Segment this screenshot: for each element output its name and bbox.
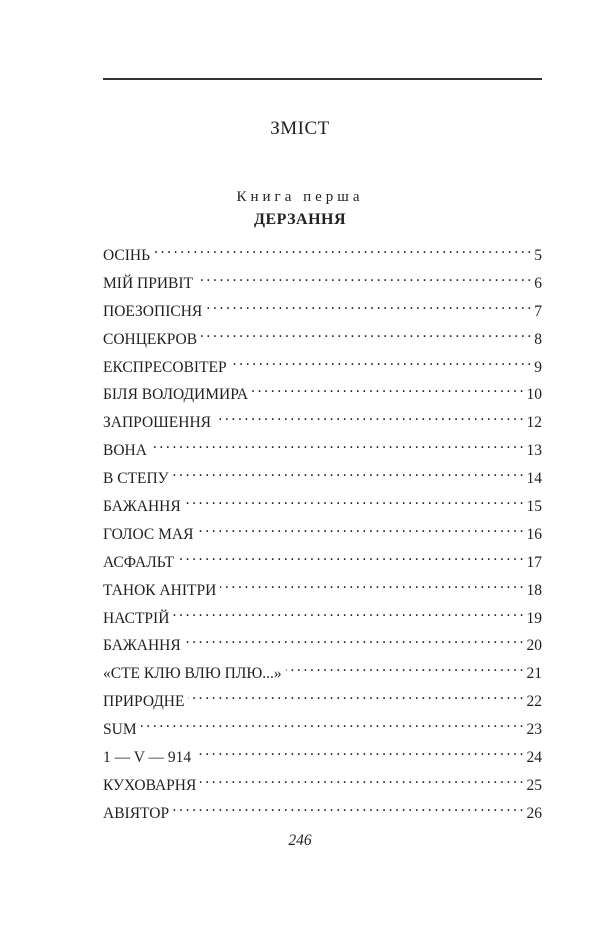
section-title: ДЕРЗАННЯ [253,211,347,228]
toc-entry-page: 20 [526,637,542,655]
toc-entry [103,294,542,322]
toc-entry [103,573,542,601]
toc-entry-page: 23 [526,721,542,739]
toc-entry-title: АСФАЛЬТ [103,553,174,571]
header-rule [103,78,542,80]
dot-leader [220,573,523,595]
toc-entry [103,350,542,378]
toc-entry-title: ГОЛОС МАЯ [103,525,194,543]
toc-entry-page: 9 [534,358,542,376]
dot-leader [173,796,523,818]
dot-leader [188,684,523,706]
dot-leader [252,377,523,399]
toc-entry [103,489,542,517]
toc-entry-title: SUM [103,721,137,739]
toc-entry-title: КУХОВАРНЯ [103,776,197,794]
toc-entry [103,545,542,573]
toc-entry [103,656,542,684]
toc-entry-title: 1 — V — 914 [103,749,192,767]
toc-entry-title: АВІЯТОР [103,804,170,822]
toc-entry-page: 8 [534,330,542,348]
toc-entry [103,684,542,712]
toc-entry-title: МІЙ ПРИВІТ [103,274,193,292]
toc-entry-page: 25 [526,776,542,794]
toc-entry-page: 17 [526,553,542,571]
dot-leader [286,656,524,678]
toc-entry [103,601,542,629]
toc-entry-page: 16 [526,525,542,543]
toc-entry [103,266,542,294]
dot-leader [206,294,531,316]
toc-entry [103,768,542,796]
dot-leader [231,350,532,372]
toc-entry-page: 15 [526,498,542,516]
toc-entry [103,740,542,768]
table-of-contents [103,238,542,824]
toc-entry-title: ВОНА [103,442,147,460]
book-label: Книга перша [236,189,364,205]
toc-entry [103,517,542,545]
toc-entry-page: 24 [526,749,542,767]
dot-leader [151,433,524,455]
toc-entry-title: ЕКСПРЕСОВІТЕР [103,358,227,376]
toc-entry-title: БАЖАННЯ [103,637,181,655]
dot-leader [185,489,524,511]
toc-entry-title: ПРИРОДНЕ [103,693,185,711]
dot-leader [201,322,531,344]
dot-leader [141,712,524,734]
toc-entry-page: 21 [526,665,542,683]
toc-entry-title: БІЛЯ ВОЛОДИМИРА [103,386,249,404]
toc-entry-title: НАСТРІЙ [103,609,170,627]
toc-entry [103,628,542,656]
toc-entry-page: 22 [526,693,542,711]
dot-leader [197,266,531,288]
dot-leader [178,545,524,567]
toc-entry-title: СОНЦЕКРОВ [103,330,198,348]
toc-entry-title: ПОЕЗОПІСНЯ [103,302,203,320]
toc-entry [103,712,542,740]
toc-entry-page: 5 [534,247,542,264]
toc-entry-title: В СТЕПУ [103,470,169,488]
dot-leader [173,461,524,483]
toc-entry [103,461,542,489]
toc-entry-title: «СТЕ КЛЮ ВЛЮ ПЛЮ...» [103,665,282,683]
dot-leader [197,517,523,539]
toc-entry-page: 26 [526,804,542,822]
toc-entry [103,433,542,461]
dot-leader [154,238,531,260]
toc-entry-title: ОСІНЬ [103,247,150,264]
toc-entry-title: ЗАПРОШЕННЯ [103,414,211,432]
toc-entry-page: 18 [526,581,542,599]
dot-leader [215,405,524,427]
dot-leader [185,628,524,650]
toc-entry-page: 13 [526,442,542,460]
toc-entry [103,322,542,350]
dot-leader [200,768,523,790]
toc-entry [103,796,542,824]
toc-entry [103,405,542,433]
toc-entry-title: БАЖАННЯ [103,498,181,516]
toc-entry [103,238,542,266]
toc-entry [103,377,542,405]
toc-entry-title: ТАНОК АНІТРИ [103,581,217,599]
toc-entry-page: 14 [526,470,542,488]
toc-entry-page: 10 [526,386,542,404]
page-number: 246 [288,832,312,849]
dot-leader [195,740,523,762]
dot-leader [173,601,523,623]
page-title: ЗМІСТ [270,118,330,139]
toc-entry-page: 6 [534,274,542,292]
toc-entry-page: 7 [534,302,542,320]
toc-entry-page: 12 [526,414,542,432]
toc-entry-page: 19 [526,609,542,627]
